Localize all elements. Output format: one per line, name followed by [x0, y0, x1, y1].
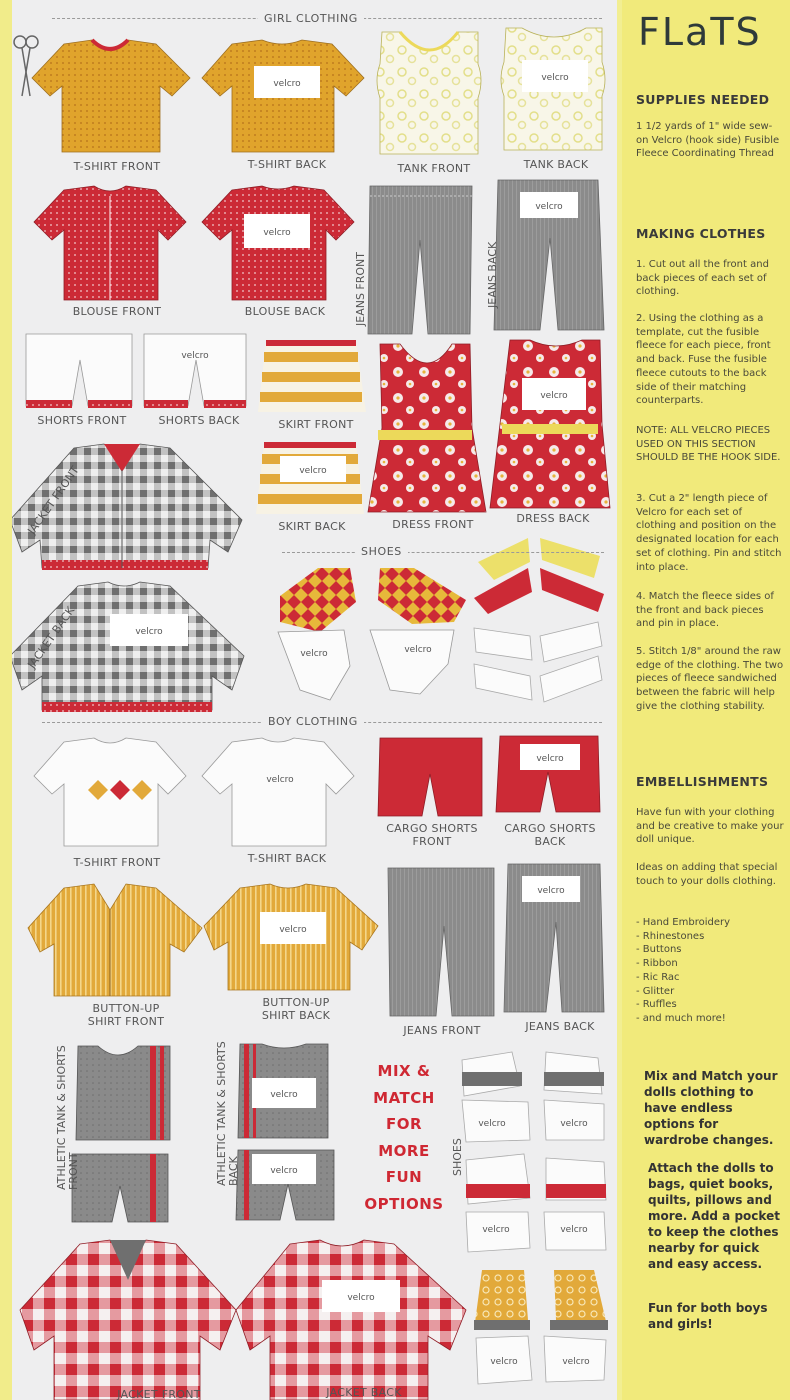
shorts-front-label: SHORTS FRONT [37, 414, 127, 427]
instructions-sidebar [622, 0, 790, 1400]
promo-attach-dolls: Attach the dolls to bags, quiet books, quilts, pillows and more. Add a pocket to keep the clothes nearby for quick and easy access. [648, 1161, 780, 1271]
svg-text:velcro: velcro [273, 79, 301, 89]
svg-text:velcro: velcro [279, 925, 307, 935]
svg-text:velcro: velcro [270, 1090, 298, 1100]
ideas-text: Ideas on adding that special touch to your dolls clothing. [636, 862, 778, 887]
girl-jacket-front-label: JACKET FRONT [25, 463, 82, 537]
idea-item: - Ribbon [636, 958, 678, 970]
mix-line-6: OPTIONS [364, 1194, 444, 1213]
idea-item: - Ruffles [636, 999, 677, 1011]
svg-text:velcro: velcro [560, 1119, 588, 1129]
athletic-back-label: ATHLETIC TANK & SHORTS BACK [215, 1041, 240, 1186]
athletic-front-label: ATHLETIC TANK & SHORTS FRONT [55, 1045, 80, 1190]
svg-text:velcro: velcro [536, 754, 564, 764]
svg-text:velcro: velcro [135, 627, 163, 637]
step-4: 4. Match the fleece sides of the front and back pieces and pin in place. [636, 591, 774, 630]
boy-jeans-front-label: JEANS FRONT [403, 1024, 481, 1037]
boy-shoes-vertical-label: SHOES [451, 1138, 464, 1176]
svg-text:velcro: velcro [490, 1357, 518, 1367]
svg-text:velcro: velcro [535, 202, 563, 212]
svg-text:velcro: velcro [404, 645, 432, 655]
idea-item: - Rhinestones [636, 930, 705, 942]
mix-line-2: MATCH [373, 1088, 435, 1107]
boy-jacket-back-label: JACKET BACK [326, 1386, 402, 1399]
svg-text:velcro: velcro [541, 73, 569, 83]
shoes-divider-line [282, 552, 604, 553]
svg-text:velcro: velcro [181, 351, 209, 361]
idea-item: - Buttons [636, 944, 682, 956]
girl-clothing-heading: GIRL CLOTHING [258, 12, 364, 25]
svg-text:velcro: velcro [266, 775, 294, 785]
svg-text:velcro: velcro [560, 1225, 588, 1235]
girl-jacket-back-label: JACKET BACK [25, 604, 78, 671]
velcro-note: NOTE: ALL VELCRO PIECES USED ON THIS SECTION SHOULD BE THE HOOK SIDE. [636, 425, 781, 464]
mix-line-1: MIX & [377, 1062, 431, 1080]
cargo-shorts-front-label: CARGO SHORTS FRONT [386, 822, 478, 848]
boy-tshirt-back-label: T-SHIRT BACK [247, 852, 327, 865]
boy-clothing-heading: BOY CLOTHING [262, 715, 364, 728]
clothing-artwork [12, 0, 617, 1400]
promo-boys-girls: Fun for both boys and girls! [648, 1301, 768, 1331]
button-up-front-label: BUTTON-UP SHIRT FRONT [87, 1002, 165, 1028]
tank-back-label: TANK BACK [523, 158, 589, 171]
boy-jacket-front-label: JACKET FRONT [117, 1388, 201, 1400]
mix-match-text [354, 1058, 454, 1217]
shorts-back-label: SHORTS BACK [158, 414, 240, 427]
girl-tshirt-back-label: T-SHIRT BACK [247, 158, 327, 171]
svg-text:velcro: velcro [270, 1166, 298, 1176]
skirt-front-label: SKIRT FRONT [278, 418, 354, 431]
idea-item: - Glitter [636, 985, 675, 997]
shoes-heading: SHOES [355, 545, 408, 558]
svg-text:velcro: velcro [263, 228, 291, 238]
button-up-back-label: BUTTON-UP SHIRT BACK [261, 996, 331, 1022]
making-clothes-heading: MAKING CLOTHES [636, 226, 766, 241]
girl-jeans-front-label: JEANS FRONT [354, 251, 367, 326]
boy-tshirt-front-label: T-SHIRT FRONT [73, 856, 161, 869]
svg-text:velcro: velcro [540, 391, 568, 401]
skirt-back-label: SKIRT BACK [278, 520, 346, 533]
svg-text:velcro: velcro [478, 1119, 506, 1129]
mix-line-5: FUN [385, 1168, 423, 1186]
dress-front-label: DRESS FRONT [392, 518, 474, 531]
ideas-list [636, 916, 784, 1026]
step-3: 3. Cut a 2" length piece of Velcro for each set of clothing and position on the designated location for each set of clothing. Pin and stitch into place. [636, 493, 782, 573]
scissors-icon [14, 36, 38, 96]
supplies-text: 1 1/2 yards of 1" wide sew-on Velcro (hook side) Fusible Fleece Coordinating Thread [636, 121, 780, 160]
step-5: 5. Stitch 1/8" around the raw edge of the clothing. The two pieces of fleece sandwiched between the fabric will help give the clothing stability. [636, 646, 784, 712]
embellishments-heading: EMBELLISHMENTS [636, 774, 769, 789]
tank-front-label: TANK FRONT [397, 162, 471, 175]
promo-mix-match: Mix and Match your dolls clothing to have endless options for wardrobe changes. [644, 1069, 778, 1147]
girl-jeans-back-label: JEANS BACK [486, 241, 499, 308]
blouse-back-label: BLOUSE BACK [244, 305, 326, 318]
boy-jeans-back-label: JEANS BACK [525, 1020, 595, 1033]
girl-tshirt-front-label: T-SHIRT FRONT [73, 160, 161, 173]
svg-text:velcro: velcro [537, 886, 565, 896]
mix-line-4: MORE [378, 1141, 430, 1160]
supplies-heading: SUPPLIES NEEDED [636, 92, 770, 107]
mix-line-3: FOR [385, 1115, 423, 1133]
step-1: 1. Cut out all the front and back pieces of each set of clothing. [636, 259, 769, 298]
svg-text:velcro: velcro [562, 1357, 590, 1367]
blouse-front-label: BLOUSE FRONT [72, 305, 162, 318]
idea-item: - Ric Rac [636, 971, 680, 983]
dress-back-label: DRESS BACK [516, 512, 590, 525]
embellish-text: Have fun with your clothing and be creative to make your doll unique. [636, 807, 784, 846]
flats-logo: FLaTS [638, 10, 762, 54]
idea-item: - Hand Embroidery [636, 917, 731, 928]
idea-item: - and much more! [636, 1012, 726, 1024]
cargo-shorts-back-label: CARGO SHORTS BACK [504, 822, 596, 848]
svg-text:velcro: velcro [347, 1293, 375, 1303]
svg-text:velcro: velcro [299, 466, 327, 476]
left-selvage-strip [0, 0, 12, 1400]
svg-text:velcro: velcro [482, 1225, 510, 1235]
step-2: 2. Using the clothing as a template, cut the fusible fleece for each piece, front and back. Fuse the fusible fleece cutouts to the back side of their matching counterparts. [636, 313, 771, 407]
svg-text:velcro: velcro [300, 649, 328, 659]
clothing-cutout-area [12, 0, 617, 1400]
